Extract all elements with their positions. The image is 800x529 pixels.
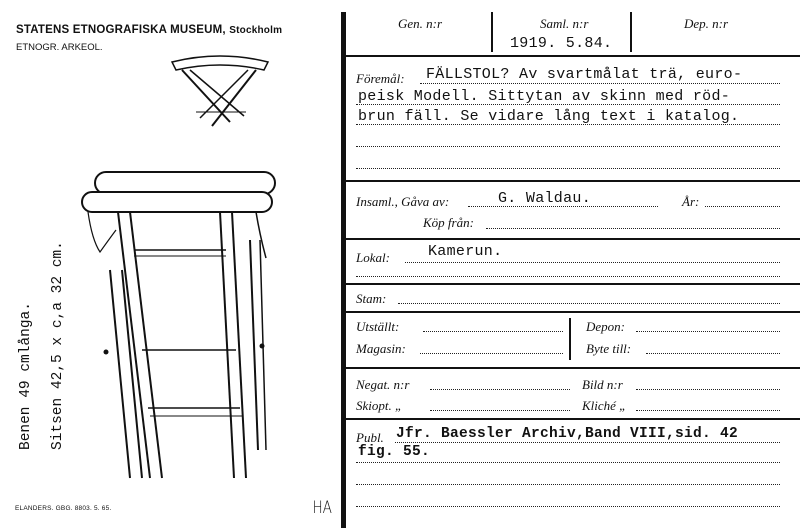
gen-nr-label: Gen. n:r: [398, 16, 443, 31]
skiopt-label: Skiopt. „: [356, 398, 403, 413]
foremal-line-1: FÄLLSTOL? Av svartmålat trä, euro-: [426, 66, 743, 83]
depon-label: Depon:: [586, 319, 625, 334]
foremal-dotline-4: [356, 146, 780, 147]
insaml-dotline: [468, 206, 658, 207]
museum-city: Stockholm: [229, 25, 283, 36]
seat-note: Sitsen 42,5 x c,a 32 cm.: [50, 241, 66, 450]
foremal-rule: [346, 180, 800, 182]
foremal-dotline-2: [356, 104, 780, 105]
stam-label: Stam:: [356, 291, 387, 306]
publ-dotline-4: [356, 506, 780, 507]
saml-nr-label: Saml. n:r: [540, 16, 589, 31]
foremal-label: Föremål:: [356, 71, 405, 86]
lokal-dotline-1: [405, 262, 780, 263]
dep-nr-label: Dep. n:r: [684, 16, 729, 31]
lokal-value: Kamerun.: [428, 243, 503, 260]
foremal-dotline-1: [420, 83, 780, 84]
utstallt-rule: [346, 367, 800, 369]
printer-mark: ELANDERS. GBG. 8803. 5. 65.: [15, 505, 112, 512]
kliche-dotline: [636, 410, 780, 411]
lokal-label: Lokal:: [356, 250, 390, 265]
publ-line-2: fig. 55.: [358, 444, 431, 460]
kop-label: Köp från:: [423, 215, 474, 230]
insaml-rule: [346, 238, 800, 240]
lokal-dotline-2: [356, 276, 780, 277]
header-rule: [346, 55, 800, 57]
magasin-dotline: [420, 353, 563, 354]
kliche-label: Kliché „: [582, 398, 627, 413]
kop-dotline: [486, 228, 780, 229]
lokal-rule: [346, 283, 800, 285]
stam-dotline: [398, 303, 780, 304]
utstallt-divider: [569, 318, 571, 360]
utstallt-label: Utställt:: [356, 319, 400, 334]
publ-line-1: Jfr. Baessler Archiv,Band VIII,sid. 42: [396, 426, 739, 442]
insaml-label: Insaml., Gåva av:: [356, 194, 450, 209]
publ-dotline-2: [356, 462, 780, 463]
number-divider-2: [630, 12, 632, 52]
foremal-line-2: peisk Modell. Sittytan av skinn med röd-: [358, 88, 731, 105]
byte-label: Byte till:: [586, 341, 632, 356]
foremal-line-3: brun fäll. Se vidare lång text i katalog.: [358, 108, 740, 125]
department-label: ETNOGR. ARKEOL.: [16, 42, 103, 53]
depon-dotline: [636, 331, 780, 332]
publ-label: Publ.: [356, 430, 384, 445]
foremal-dotline-3: [356, 124, 780, 125]
saml-nr-value: 1919. 5.84.: [510, 35, 613, 52]
legs-note: Benen 49 cmlånga.: [18, 302, 34, 450]
museum-name-text: STATENS ETNOGRAFISKA MUSEUM,: [16, 24, 226, 36]
bild-label: Bild n:r: [582, 377, 623, 392]
ar-label: År:: [682, 194, 700, 209]
handwritten-initials: HA: [312, 498, 332, 518]
card-divider: [341, 12, 346, 528]
publ-dotline-3: [356, 484, 780, 485]
byte-dotline: [646, 353, 780, 354]
negat-label: Negat. n:r: [356, 377, 410, 392]
bild-dotline: [636, 389, 780, 390]
utstallt-dotline: [423, 331, 563, 332]
large-stool-sketch: [70, 160, 290, 490]
foremal-dotline-5: [356, 168, 780, 169]
ar-dotline: [705, 206, 780, 207]
magasin-label: Magasin:: [356, 341, 406, 356]
museum-name: [16, 24, 282, 36]
stam-rule: [346, 311, 800, 313]
negat-dotline: [430, 389, 570, 390]
negat-rule: [346, 418, 800, 420]
insaml-value: G. Waldau.: [498, 190, 592, 207]
publ-dotline-1: [395, 442, 780, 443]
skiopt-dotline: [430, 410, 570, 411]
small-stool-sketch: [160, 44, 280, 134]
number-divider-1: [491, 12, 493, 52]
